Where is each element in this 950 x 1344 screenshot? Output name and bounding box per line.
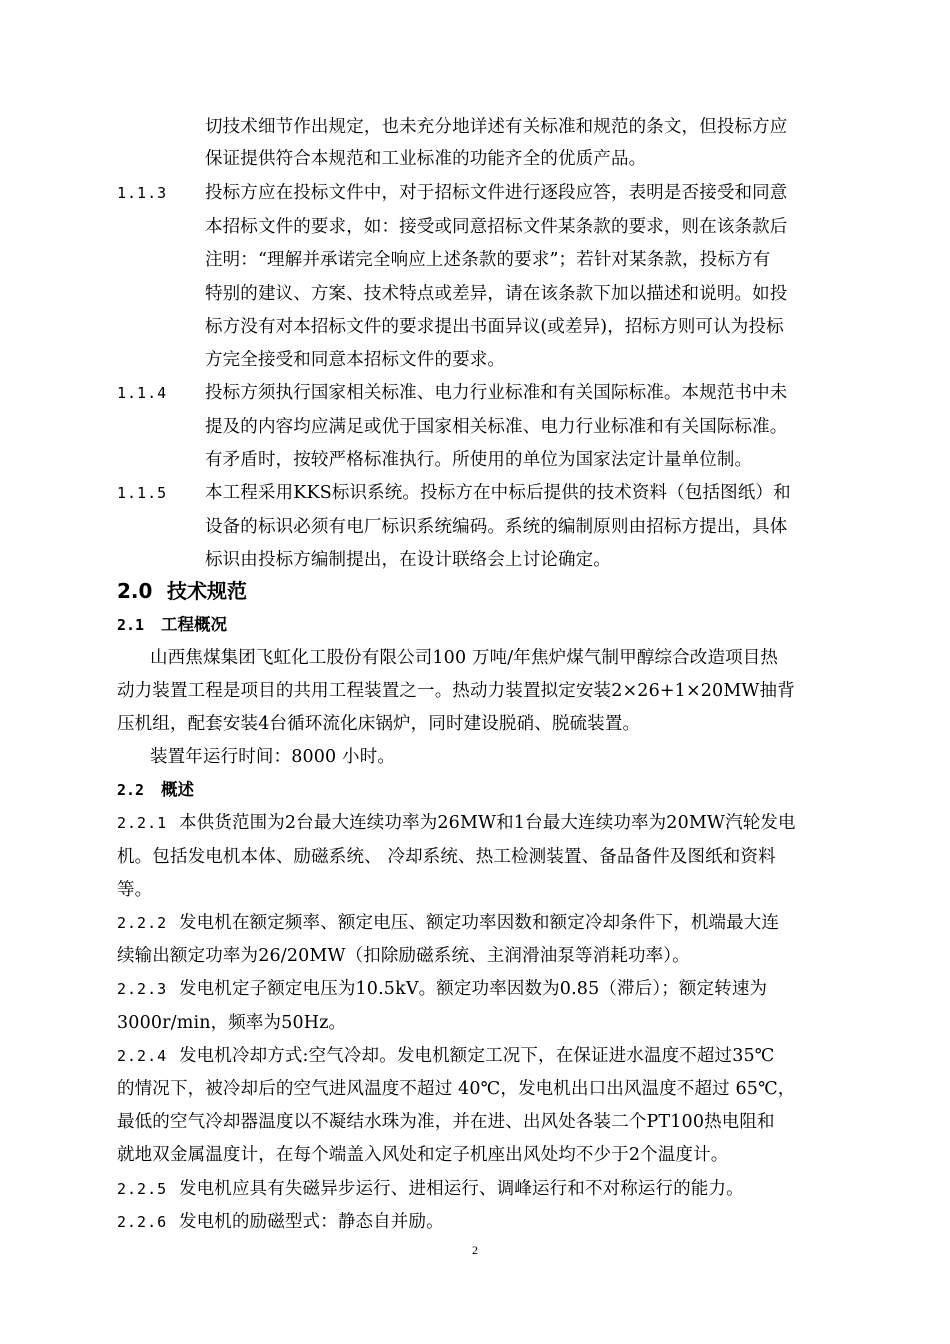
clause-text: 发电机应具有失磁异步运行、进相运行、调峰运行和不对称运行的能力。 <box>179 1179 744 1199</box>
subsection-title: 工程概况 <box>161 615 227 634</box>
text-line: 最低的空气冷却器温度以不凝结水珠为准，并在进、出风处各装二个PT100热电阻和 <box>117 1112 775 1132</box>
text-line: 本招标文件的要求，如：接受或同意招标文件某条款的要求，则在该条款后 <box>205 217 788 237</box>
clause-number: 1.1.3 <box>117 184 168 202</box>
subsection-heading <box>117 779 194 801</box>
clause-text: 发电机定子额定电压为10.5kV。额定功率因数为0.85（滞后）；额定转速为 <box>179 979 768 999</box>
text-line: 投标方须执行国家相关标准、电力行业标准和有关国际标准。本规范书中未 <box>205 383 788 403</box>
text-line: 切技术细节作出规定，也未充分地详述有关标准和规范的条文，但投标方应 <box>205 117 788 137</box>
text-line: 装置年运行时间：8000 小时。 <box>150 747 395 767</box>
subsection-number: 2.2 <box>117 781 145 799</box>
text-line: 3000r/min，频率为50Hz。 <box>117 1013 347 1033</box>
text-line <box>117 812 796 834</box>
text-line: 特别的建议、方案、技术特点或差异，请在该条款下加以描述和说明。如投 <box>205 284 788 304</box>
clause-number: 1.1.4 <box>117 384 168 402</box>
text-line: 设备的标识必须有电厂标识系统编码。系统的编制原则由招标方提出，具体 <box>205 517 788 537</box>
section-heading <box>117 578 247 604</box>
text-line: 续输出额定功率为26/20MW（扣除励磁系统、主润滑油泵等消耗功率）。 <box>117 946 690 966</box>
clause-text: 本供货范围为2台最大连续功率为26MW和1台最大连续功率为20MW汽轮发电 <box>179 813 796 833</box>
clause-number: 2.2.2 <box>117 914 168 932</box>
text-line: 等。 <box>117 880 153 900</box>
clause-number: 2.2.4 <box>117 1047 168 1065</box>
text-line <box>117 1211 444 1233</box>
clause-text: 发电机在额定频率、额定电压、额定功率因数和额定冷却条件下，机端最大连 <box>179 913 780 933</box>
text-line: 提及的内容均应满足或优于国家相关标准、电力行业标准和有关国际标准。 <box>205 417 788 437</box>
text-line: 压机组，配套安装4台循环流化床锅炉，同时建设脱硝、脱硫装置。 <box>117 714 641 734</box>
text-line: 保证提供符合本规范和工业标准的功能齐全的优质产品。 <box>205 149 647 169</box>
text-line: 有矛盾时，按较严格标准执行。所使用的单位为国家法定计量单位制。 <box>205 450 753 470</box>
section-title: 技术规范 <box>167 579 247 603</box>
text-line: 注明：“理解并承诺完全响应上述条款的要求”；若针对某条款，投标方有 <box>205 250 771 270</box>
section-number: 2.0 <box>117 579 153 603</box>
clause-number: 1.1.5 <box>117 484 168 502</box>
subsection-heading <box>117 614 227 636</box>
clause-text: 发电机冷却方式:空气冷却。发电机额定工况下，在保证进水温度不超过35℃ <box>179 1046 775 1066</box>
text-line: 山西焦煤集团飞虹化工股份有限公司100 万吨/年焦炉煤气制甲醇综合改造项目热 <box>150 648 779 668</box>
clause-number: 2.2.6 <box>117 1213 168 1231</box>
text-line: 标方没有对本招标文件的要求提出书面异议(或差异)，招标方则可认为投标 <box>205 317 784 337</box>
text-line: 投标方应在投标文件中，对于招标文件进行逐段应答，表明是否接受和同意 <box>205 183 788 203</box>
page-number: 2 <box>472 1243 478 1257</box>
text-line: 动力装置工程是项目的共用工程装置之一。热动力装置拟定安装2×26+1×20MW抽背 <box>117 681 795 701</box>
text-line: 机。包括发电机本体、励磁系统、 冷却系统、热工检测装置、备品备件及图纸和资料 <box>117 847 776 867</box>
clause-number: 2.2.1 <box>117 814 168 832</box>
text-line <box>117 978 767 1000</box>
clause-text: 发电机的励磁型式：静态自并励。 <box>179 1212 444 1232</box>
text-line: 标识由投标方编制提出，在设计联络会上讨论确定。 <box>205 550 611 570</box>
text-line <box>117 1178 744 1200</box>
text-line: 本工程采用KKS标识系统。投标方在中标后提供的技术资料（包括图纸）和 <box>205 483 791 503</box>
text-line <box>117 912 779 934</box>
subsection-number: 2.1 <box>117 616 145 634</box>
text-line <box>117 1045 775 1067</box>
text-line: 就地双金属温度计，在每个端盖入风处和定子机座出风处均不少于2个温度计。 <box>117 1145 729 1165</box>
clause-number: 2.2.3 <box>117 980 168 998</box>
text-line: 的情况下，被冷却后的空气进风温度不超过 40℃，发电机出口出风温度不超过 65℃， <box>117 1079 796 1099</box>
clause-number: 2.2.5 <box>117 1180 168 1198</box>
text-line: 方完全接受和同意本招标文件的要求。 <box>205 350 506 370</box>
subsection-title: 概述 <box>161 780 194 799</box>
